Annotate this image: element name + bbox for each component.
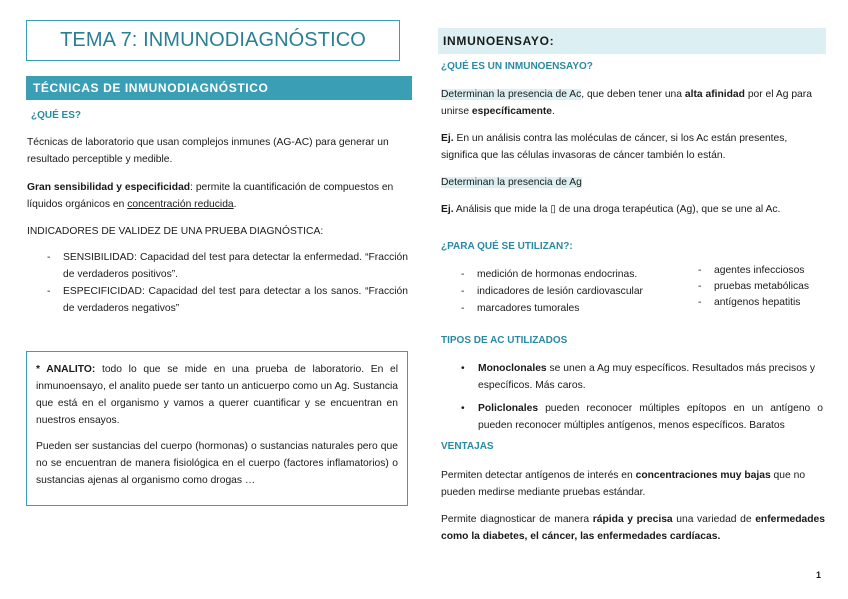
section-header-tecnicas: TÉCNICAS DE INMUNODIAGNÓSTICO [26, 76, 412, 100]
v1-bold: concentraciones muy bajas [635, 470, 771, 481]
tipo-monoclonales-text: se unen a Ag muy específicos. Resultados más precisos y específicos. Más caros. [478, 363, 816, 391]
use-item: marcadores tumorales [477, 303, 580, 314]
sensitivity-underline: concentración reducida [127, 199, 234, 210]
v1-end: que no pueden medirse mediante pruebas estándar. [441, 470, 806, 498]
note-star-label: * ANALITO: [36, 364, 96, 375]
dash-icon: - [698, 281, 702, 292]
list-item [461, 300, 691, 317]
dash-icon: - [461, 286, 465, 297]
dash-icon: - [47, 252, 51, 263]
v2-bold2: enfermedades como la diabetes, el cáncer, las enfermedades cardíacas. [441, 514, 826, 542]
dash-icon: - [698, 265, 702, 276]
sensitivity-paragraph [27, 179, 409, 213]
list-item [461, 266, 691, 283]
v2-text: Permite diagnosticar de manera [441, 514, 593, 525]
bullet-icon: • [461, 403, 465, 414]
ventajas-heading: VENTAJAS [441, 441, 494, 452]
list-item [47, 249, 408, 283]
det1-text2: por el Ag para unirse [441, 89, 812, 117]
para-que-heading: ¿PARA QUÉ SE UTILIZAN?: [441, 241, 573, 252]
tipos-list [461, 360, 823, 434]
sensitivity-end: . [233, 199, 237, 210]
determinan-ag-paragraph [441, 174, 582, 191]
indicators-list [47, 249, 408, 317]
use-item: medición de hormonas endocrinas. [477, 269, 638, 280]
det1-bold2: específicamente [471, 106, 553, 117]
que-es-inmunoensayo-heading: ¿QUÉ ES UN INMUNOENSAYO? [441, 61, 593, 72]
det1-text: , que deben tener una [581, 89, 685, 100]
determinan-ag-highlight: Determinan la presencia de Ag [441, 177, 582, 188]
list-item [698, 279, 828, 295]
note-text-1: todo lo que se mide en una prueba de laboratorio. En el inmunoensayo, el analito puede ser tanto un anticuerpo como un Ag. Sustancia que está en el organismo y vamos a querer cuantificar y se encuentran en nuestros ensayos. [36, 364, 398, 426]
indicators-heading: INDICADORES DE VALIDEZ DE UNA PRUEBA DIAGNÓSTICA: [27, 226, 324, 237]
use-item: pruebas metabólicas [714, 281, 810, 292]
indicator-sensibilidad: SENSIBILIDAD: Capacidad del test para detectar la enfermedad. “Fracción de verdaderos positivos”. [63, 252, 408, 280]
v1-text: Permiten detectar antígenos de interés en [441, 470, 636, 481]
que-es-heading: ¿QUÉ ES? [31, 110, 82, 121]
page-number: 1 [815, 570, 821, 580]
list-item [461, 400, 823, 434]
list-item [47, 283, 408, 317]
page-title: TEMA 7: INMUNODIAGNÓSTICO [60, 29, 366, 51]
use-item: indicadores de lesión cardiovascular [477, 286, 643, 297]
list-item [698, 263, 828, 279]
bullet-icon: • [461, 363, 465, 374]
dash-icon: - [461, 303, 465, 314]
ej1-text: En un análisis contra las moléculas de cáncer, si los Ac están presentes, significa que las células invasoras de cáncer también lo están. [441, 133, 788, 161]
tipo-monoclonales-label: Monoclonales [478, 363, 547, 374]
dash-icon: - [461, 269, 465, 280]
tipos-ac-heading: TIPOS DE AC UTILIZADOS [441, 335, 568, 346]
ejemplo-1-paragraph [441, 130, 825, 164]
list-item [461, 360, 823, 394]
ejemplo-2-paragraph [441, 201, 825, 218]
page-title-box [26, 20, 400, 61]
determinan-ac-paragraph [441, 86, 825, 120]
det1-bold: alta afinidad [684, 89, 745, 100]
sensitivity-text: : permite la cuantificación de compuestos en líquidos orgánicos en [27, 182, 394, 210]
tipo-policlonales-text: pueden reconocer múltiples epítopos en un antígeno o pueden reconocer múltiples antígenos, menos específicos. Baratos [478, 403, 823, 431]
use-item: agentes infecciosos [714, 265, 805, 276]
list-item [461, 283, 691, 300]
ej2-text: Análisis que mide la ▯ de una droga terapéutica (Ag), que se une al Ac. [453, 204, 781, 215]
dash-icon: - [698, 297, 702, 308]
ventaja-1-paragraph [441, 467, 825, 501]
det1-end: . [552, 106, 555, 117]
definition-paragraph: Técnicas de laboratorio que usan complejos inmunes (AG-AC) para generar un resultado perceptible y medible. [27, 137, 389, 165]
dash-icon: - [47, 286, 51, 297]
ej1-label: Ej. [441, 133, 454, 144]
list-item [698, 295, 828, 311]
inmunoensayo-header: INMUNOENSAYO: [438, 28, 826, 54]
note-paragraph-1 [36, 361, 398, 429]
ventaja-2-paragraph [441, 511, 825, 545]
tipo-policlonales-label: Policlonales [478, 403, 539, 414]
determinan-ac-highlight: Determinan la presencia de Ac [441, 89, 582, 100]
v2-bold: rápida y precisa [592, 514, 673, 525]
indicator-especificidad: ESPECIFICIDAD: Capacidad del test para detectar a los sanos. “Fracción de verdaderos negativos” [63, 286, 408, 314]
v2-text2: una variedad de [672, 514, 756, 525]
analito-note-box [26, 351, 408, 506]
note-paragraph-2: Pueden ser sustancias del cuerpo (hormonas) o sustancias naturales pero que no se encuentran de manera fisiológica en el cuerpo (factores inflamatorios) o sustancias ajenas al organismo como drogas … [36, 441, 398, 486]
use-item: antígenos hepatitis [714, 297, 801, 308]
sensitivity-bold: Gran sensibilidad y especificidad [27, 182, 191, 193]
ej2-label: Ej. [441, 204, 454, 215]
uses-list-col2 [698, 263, 828, 311]
uses-list-col1 [461, 266, 691, 317]
